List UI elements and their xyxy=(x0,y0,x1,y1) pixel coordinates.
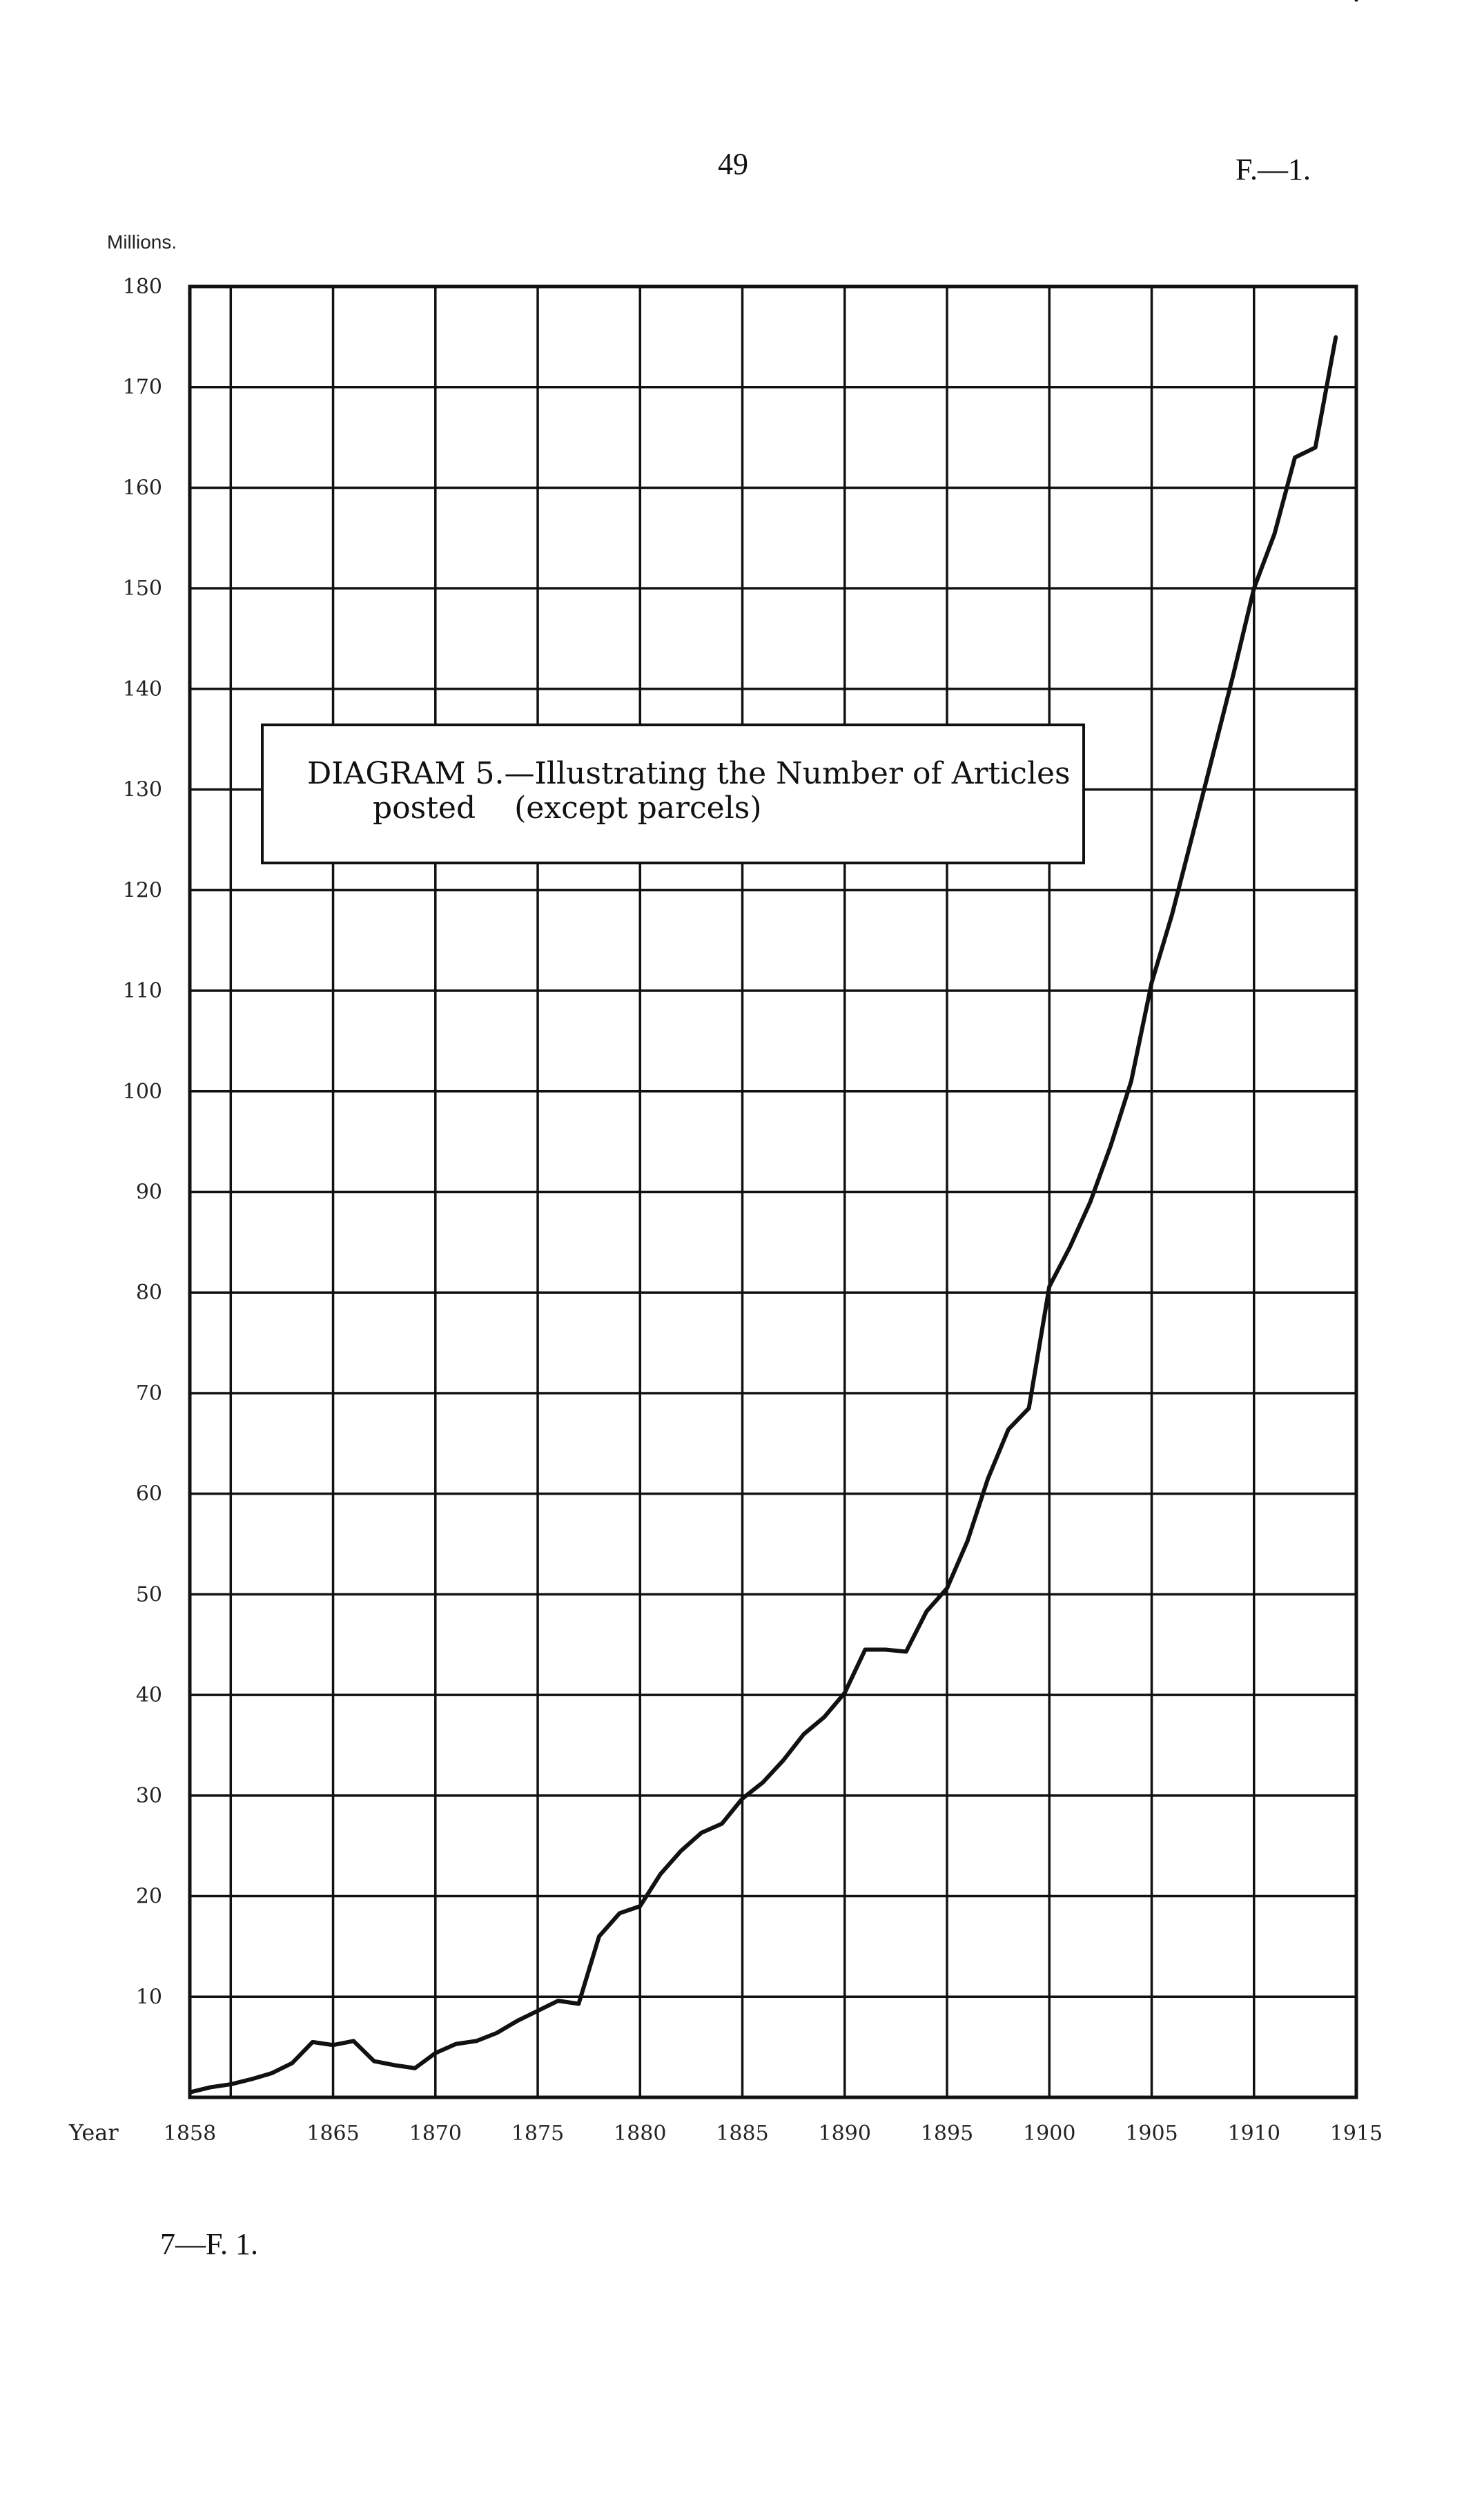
data-point xyxy=(1314,446,1317,449)
report-code: F.—1. xyxy=(1236,153,1311,186)
x-tick-label: 1905 xyxy=(1125,2122,1178,2146)
y-tick-label: 40 xyxy=(135,1683,162,1708)
data-point xyxy=(823,1716,826,1719)
data-point xyxy=(679,1849,683,1852)
y-tick-label: 70 xyxy=(135,1381,162,1406)
data-point xyxy=(536,2009,540,2012)
data-point xyxy=(863,1648,867,1651)
data-point xyxy=(1088,1201,1092,1204)
y-tick-label: 170 xyxy=(122,375,162,400)
data-point xyxy=(577,2002,580,2006)
data-point xyxy=(1355,0,1358,2)
chart-title-line1: DIAGRAM 5.—Illustrating the Number of Articles xyxy=(307,756,1071,791)
data-point xyxy=(1232,672,1236,676)
data-point xyxy=(802,1732,806,1736)
footer-code: 7—F. 1. xyxy=(160,2227,258,2261)
x-tick-label: 1858 xyxy=(163,2122,217,2146)
page-number: 49 xyxy=(718,147,748,181)
x-tick-label: 1895 xyxy=(920,2122,974,2146)
data-point xyxy=(843,1691,846,1695)
data-point xyxy=(1334,335,1338,338)
data-point xyxy=(720,1822,723,1825)
series-line-0 xyxy=(190,337,1336,2093)
data-point xyxy=(618,1912,621,1915)
data-point xyxy=(1006,1428,1010,1431)
data-point xyxy=(249,2077,253,2081)
data-point xyxy=(1191,833,1194,837)
x-tick-label: 1870 xyxy=(409,2122,462,2146)
y-tick-label: 50 xyxy=(135,1582,162,1607)
x-tick-label: 1910 xyxy=(1227,2122,1280,2146)
y-tick-label: 20 xyxy=(135,1884,162,1909)
data-point xyxy=(433,2051,437,2055)
y-tick-label: 30 xyxy=(135,1783,162,1808)
data-point xyxy=(1211,753,1215,756)
y-tick-label: 90 xyxy=(135,1180,162,1205)
data-point xyxy=(291,2061,294,2065)
data-point xyxy=(597,1934,601,1938)
data-point xyxy=(1129,1080,1133,1083)
data-point xyxy=(986,1477,990,1480)
x-tick-label: 1900 xyxy=(1023,2122,1076,2146)
data-point xyxy=(1068,1245,1071,1249)
data-point xyxy=(516,2019,519,2023)
y-tick-label: 100 xyxy=(122,1079,162,1104)
data-point xyxy=(208,2086,212,2089)
data-point xyxy=(1150,981,1153,984)
y-tick-label: 140 xyxy=(122,677,162,701)
x-axis-label: Year xyxy=(69,2119,119,2146)
data-point xyxy=(1048,1285,1051,1288)
data-point xyxy=(188,2090,192,2094)
data-point xyxy=(352,2039,355,2043)
y-tick-label: 120 xyxy=(122,878,162,903)
data-point xyxy=(331,2043,335,2047)
data-point xyxy=(925,1610,928,1613)
y-axis-label: Millions. xyxy=(107,231,177,253)
data-point xyxy=(393,2064,396,2067)
x-tick-label: 1890 xyxy=(818,2122,871,2146)
data-point xyxy=(1273,532,1276,536)
y-tick-label: 60 xyxy=(135,1482,162,1506)
data-point xyxy=(1171,913,1174,916)
data-point xyxy=(372,2059,375,2063)
series-group xyxy=(188,0,1358,2094)
data-point xyxy=(495,2031,498,2035)
data-point xyxy=(1293,456,1297,459)
y-tick-label: 110 xyxy=(122,979,162,1004)
data-point xyxy=(966,1540,969,1543)
data-point xyxy=(884,1648,888,1651)
data-point xyxy=(311,2040,314,2043)
data-point xyxy=(700,1831,703,1834)
data-point xyxy=(946,1586,949,1590)
data-point xyxy=(761,1780,765,1784)
y-tick-label: 150 xyxy=(122,576,162,601)
data-point xyxy=(658,1872,662,1876)
data-point xyxy=(229,2083,233,2086)
data-point xyxy=(454,2042,458,2046)
y-tick-label: 80 xyxy=(135,1281,162,1305)
x-tick-label: 1915 xyxy=(1329,2122,1383,2146)
x-tick-label: 1885 xyxy=(716,2122,769,2146)
data-point xyxy=(475,2039,478,2043)
x-tick-label: 1875 xyxy=(511,2122,565,2146)
data-point xyxy=(556,1999,560,2003)
y-tick-label: 160 xyxy=(122,476,162,501)
data-point xyxy=(1109,1144,1113,1147)
x-tick-label: 1865 xyxy=(306,2122,360,2146)
data-point xyxy=(1252,587,1256,590)
x-tick-label: 1880 xyxy=(614,2122,667,2146)
data-point xyxy=(1027,1406,1031,1410)
y-tick-label: 180 xyxy=(122,275,162,299)
y-tick-label: 130 xyxy=(122,777,162,802)
x-axis xyxy=(164,2122,1383,2146)
y-tick-label: 10 xyxy=(135,1985,162,2010)
chart-title-line2: posted (except parcels) xyxy=(373,790,762,826)
data-point xyxy=(413,2066,417,2070)
data-point xyxy=(270,2072,273,2075)
chart-title-box xyxy=(262,725,1084,863)
data-point xyxy=(638,1905,642,1908)
data-point xyxy=(741,1797,744,1800)
chart-grid xyxy=(190,287,1356,2097)
data-point xyxy=(781,1758,785,1762)
data-point xyxy=(904,1650,908,1653)
y-axis xyxy=(123,275,162,2009)
